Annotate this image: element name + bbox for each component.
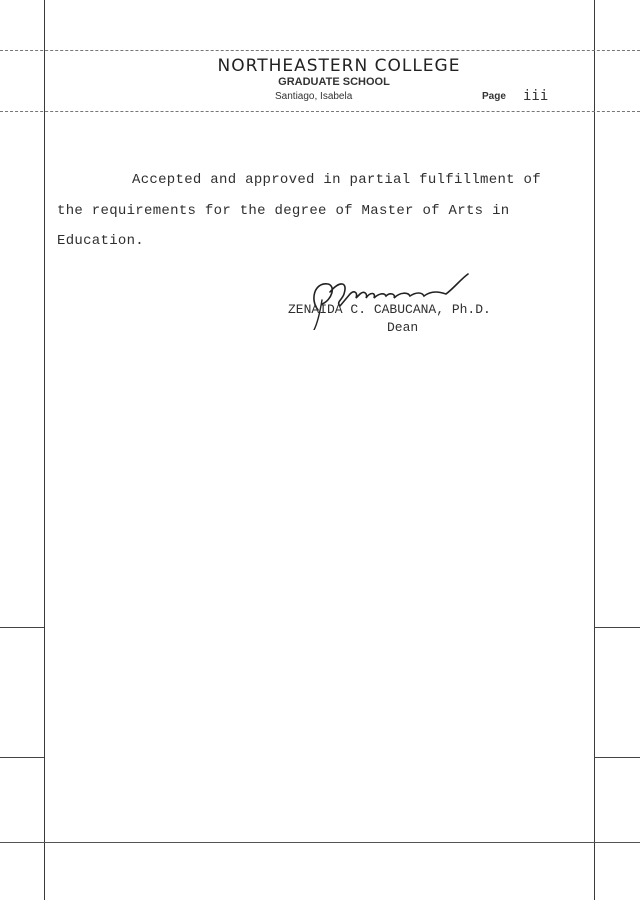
header-top-rule	[0, 50, 640, 52]
right-margin-line	[594, 0, 595, 900]
margin-tick	[0, 627, 44, 628]
approval-text-line-3: Education.	[57, 233, 145, 249]
header-bottom-rule	[0, 111, 640, 113]
approval-text-line-1: Accepted and approved in partial fulfillment of	[132, 172, 541, 188]
signatory-title: Dean	[387, 320, 419, 335]
left-margin-line	[44, 0, 45, 900]
page-label: Page	[482, 91, 506, 102]
margin-tick	[0, 757, 44, 758]
college-name: NORTHEASTERN COLLEGE	[217, 56, 461, 76]
signatory-name: ZENAIDA C. CABUCANA, Ph.D.	[288, 302, 491, 317]
page-number: iii	[523, 88, 549, 104]
footer-rule	[0, 842, 640, 843]
letterhead	[44, 56, 594, 89]
approval-text-line-2: the requirements for the degree of Master of Arts in	[57, 203, 510, 219]
margin-tick	[594, 757, 640, 758]
college-location: Santiago, Isabela	[275, 91, 353, 102]
margin-tick	[594, 627, 640, 628]
school-name: GRADUATE SCHOOL	[278, 76, 390, 88]
